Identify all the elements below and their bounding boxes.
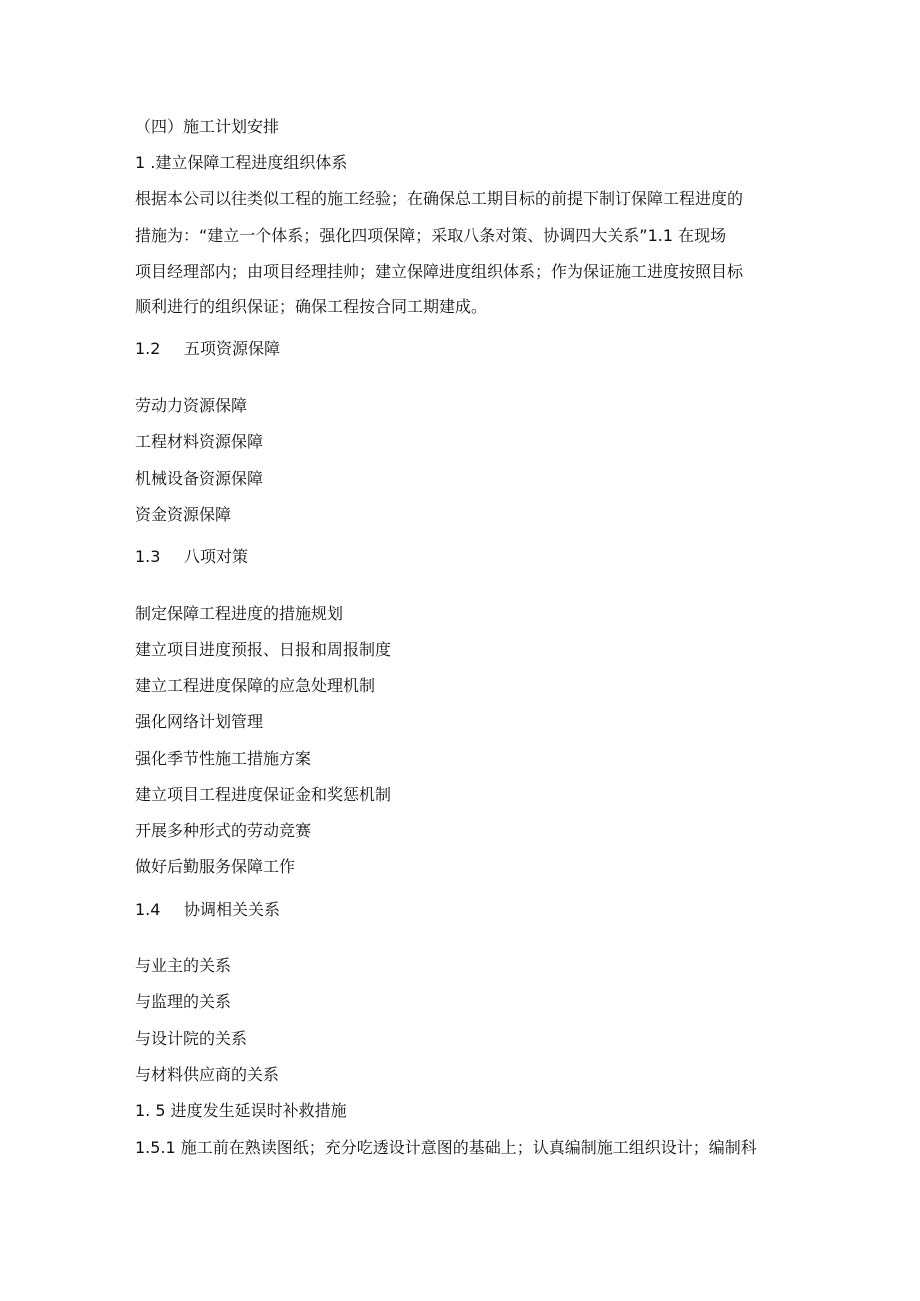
paragraph-line: 根据本公司以往类似工程的施工经验；在确保总工期目标的前提下制订保障工程进度的 [135,189,744,208]
relation-item: 与材料供应商的关系 [135,1065,280,1084]
measure-item: 建立项目工程进度保证金和奖惩机制 [135,785,392,804]
paragraph-line: 项目经理部内；由项目经理挂帅；建立保障进度组织体系；作为保证施工进度按照目标 [135,262,744,281]
section-number: 1.4 [135,900,161,919]
relation-item: 与设计院的关系 [135,1029,248,1048]
measure-item: 强化季节性施工措施方案 [135,749,312,768]
section-number: 1.3 [135,547,161,566]
measure-item: 开展多种形式的劳动竞赛 [135,821,312,840]
section-1-2-heading [135,339,280,359]
heading-1 [135,153,347,173]
section-number: 1.2 [135,339,161,358]
measure-item: 强化网络计划管理 [135,712,264,731]
section-1-3-heading [135,547,248,567]
heading-1-number: 1 [135,153,146,172]
section-1-5-1-text: 1.5.1 施工前在熟读图纸；充分吃透设计意图的基础上；认真编制施工组织设计；编制科 [135,1138,757,1157]
section-1-4-heading [135,900,280,920]
section-text: 五项资源保障 [184,339,281,358]
paragraph-line: 顺利进行的组织保证；确保工程按合同工期建成。 [135,297,488,316]
measure-item: 做好后勤服务保障工作 [135,857,296,876]
paragraph-line: 措施为：“建立一个体系；强化四项保障；采取八条对策、协调四大关系”1.1 在现场 [135,226,727,245]
resource-item: 工程材料资源保障 [135,432,264,451]
heading-1-text: .建立保障工程进度组织体系 [145,153,348,172]
measure-item: 建立项目进度预报、日报和周报制度 [135,640,392,659]
resource-item: 劳动力资源保障 [135,396,248,415]
measure-item: 建立工程进度保障的应急处理机制 [135,676,376,695]
section-1-5-heading: 1. 5 进度发生延误时补救措施 [135,1101,347,1120]
measure-item: 制定保障工程进度的措施规划 [135,604,344,623]
section-title: （四）施工计划安排 [135,117,280,136]
section-text: 协调相关关系 [184,900,281,919]
resource-item: 机械设备资源保障 [135,469,264,488]
section-text: 八项对策 [184,547,249,566]
relation-item: 与监理的关系 [135,992,232,1011]
resource-item: 资金资源保障 [135,505,232,524]
relation-item: 与业主的关系 [135,956,232,975]
